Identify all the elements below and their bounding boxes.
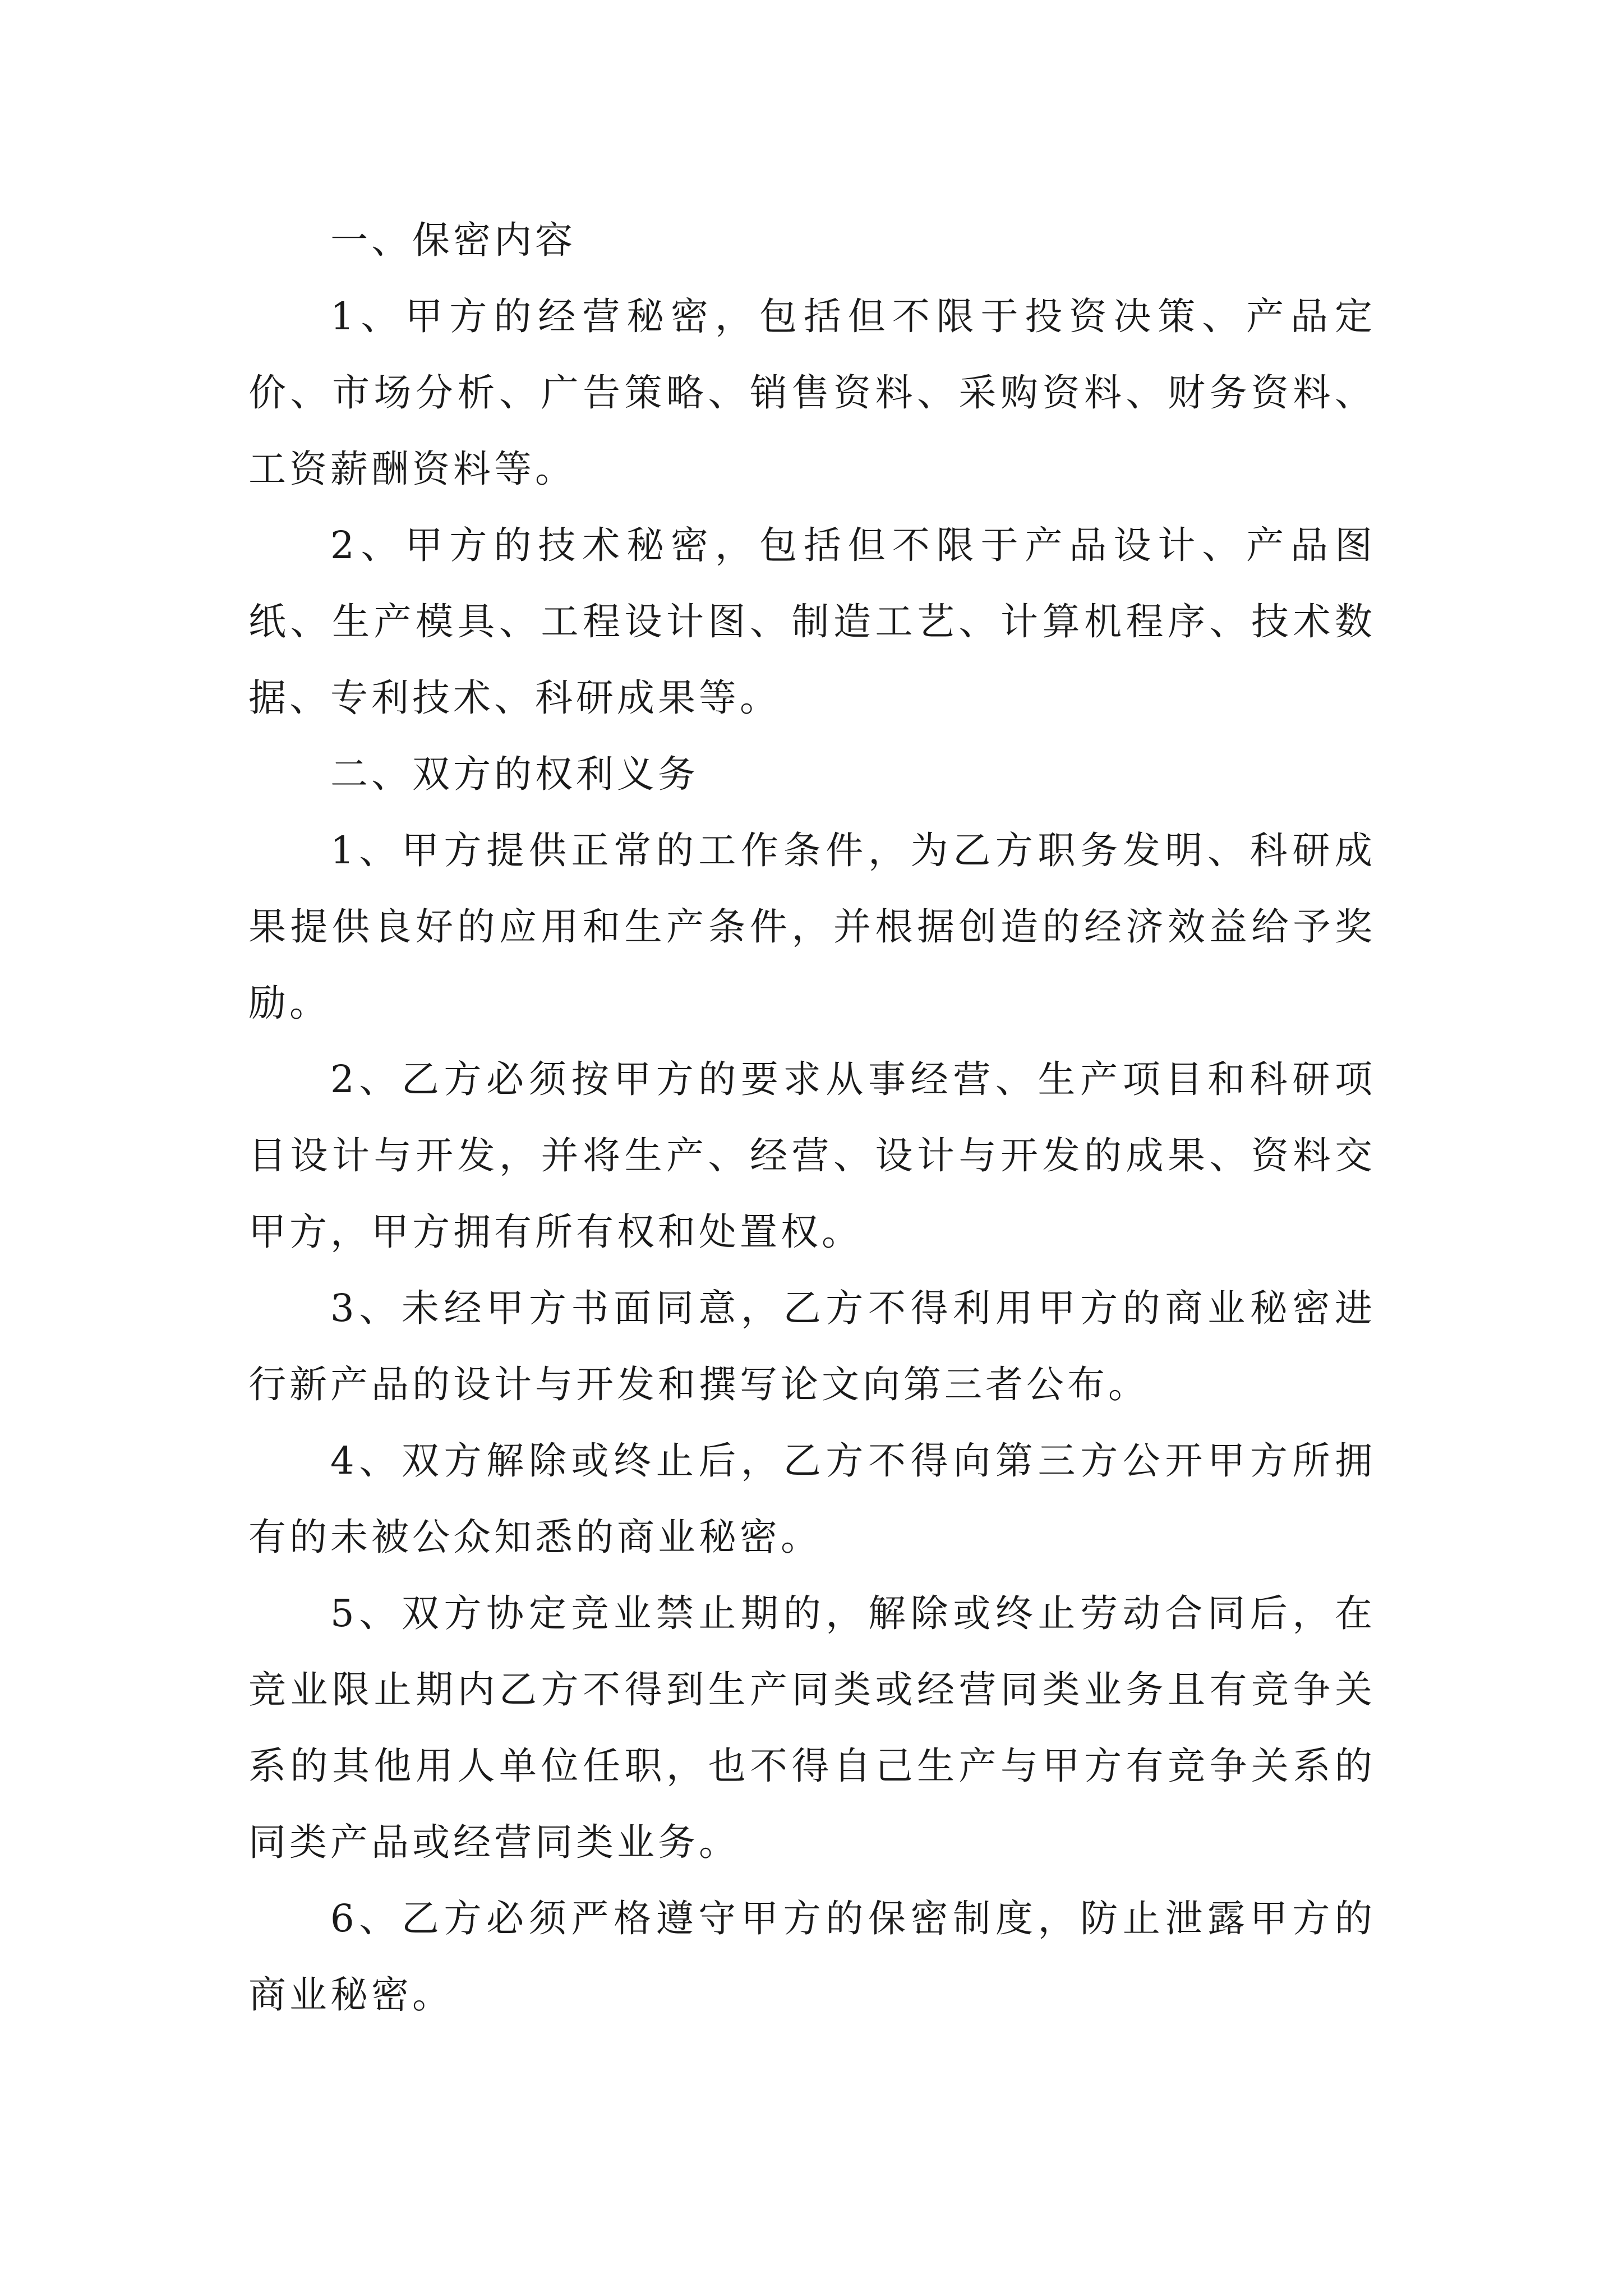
section-heading: 一、保密内容 xyxy=(330,218,576,262)
paragraph: 5、双方协定竞业禁止期的，解除或终止劳动合同后，在竞业限止期内乙方不得到生产同类或经营同类业务且有竞争关系的其他用人单位任职，也不得自己生产与甲方有竞争关系的同类产品或经营同类业务。 xyxy=(248,1591,1376,1864)
paragraph: 2、甲方的技术秘密，包括但不限于产品设计、产品图纸、生产模具、工程设计图、制造工艺、计算机程序、技术数据、专利技术、科研成果等。 xyxy=(248,523,1376,720)
section-heading: 二、双方的权利义务 xyxy=(330,752,699,796)
paragraph: 1、甲方提供正常的工作条件，为乙方职务发明、科研成果提供良好的应用和生产条件，并根据创造的经济效益给予奖励。 xyxy=(248,829,1376,1025)
paragraph: 2、乙方必须按甲方的要求从事经营、生产项目和科研项目设计与开发，并将生产、经营、设计与开发的成果、资料交甲方，甲方拥有所有权和处置权。 xyxy=(248,1057,1376,1254)
paragraph: 3、未经甲方书面同意，乙方不得利用甲方的商业秘密进行新产品的设计与开发和撰写论文向第三者公布。 xyxy=(248,1286,1376,1406)
paragraph: 6、乙方必须严格遵守甲方的保密制度，防止泄露甲方的商业秘密。 xyxy=(248,1897,1376,2017)
paragraph: 1、甲方的经营秘密，包括但不限于投资决策、产品定价、市场分析、广告策略、销售资料、采购资料、财务资料、工资薪酬资料等。 xyxy=(248,295,1376,491)
document-body xyxy=(248,202,1376,2033)
paragraph: 4、双方解除或终止后，乙方不得向第三方公开甲方所拥有的未被公众知悉的商业秘密。 xyxy=(248,1439,1376,1559)
